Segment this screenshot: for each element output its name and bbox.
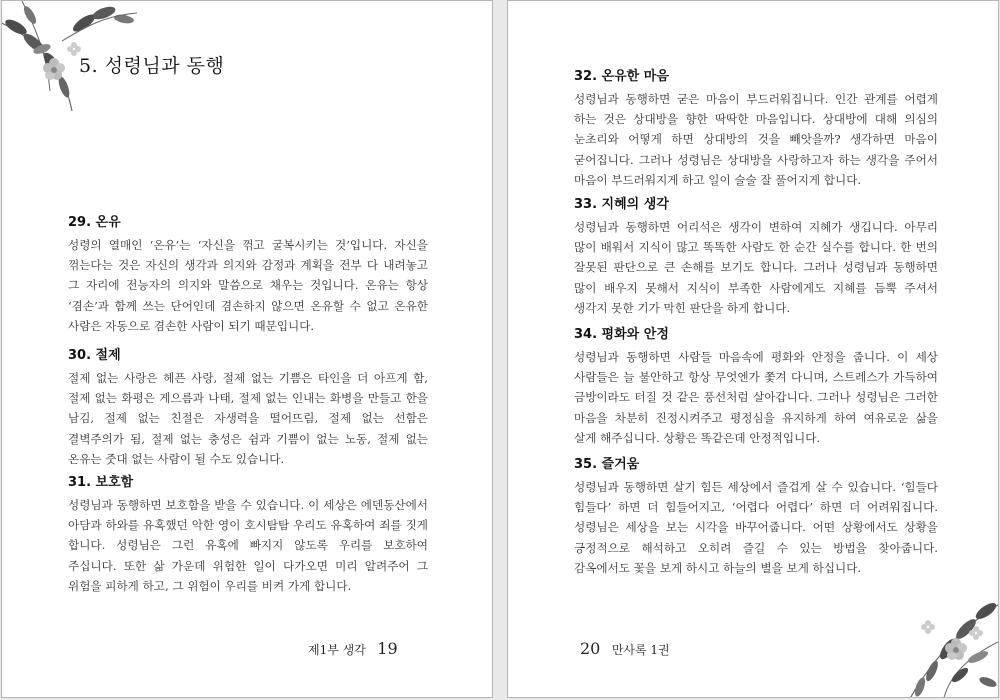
page-footer: [580, 639, 670, 658]
section-29: [68, 211, 428, 336]
section-body: 성령님과 동행하면 사람들 마음속에 평화와 안정을 줍니다. 이 세상 사람들은 늘 불안하고 항상 무엇엔가 쫓겨 다니며, 스트레스가 가득하여 금방이라도 터질 것 같은 풍선처럼 살아갑니다. 그러나 성령님은 그러한 마음을 차분히 진정시켜주고 평정심을 유지하게 하여 여유로운 삶을 살게 해주십니다. 상황은 똑같은데 안정적입니다.: [574, 350, 938, 445]
section-body: 성령의 열매인 ‘온유’는 ‘자신을 꺾고 굴복시키는 것’입니다. 자신을 꺾는다는 것은 자신의 생각과 의지와 감정과 계획을 전부 다 내려놓고 그 자리에 전능자의 의지와 말씀으로 채우는 것입니다. 온유는 항상 ‘겸손’과 함께 쓰는 단어인데 겸손하지 않으면 온유할 수 없고 온유한 사람은 자동으로 겸손한 사람이 되기 때문입니다.: [68, 238, 428, 333]
section-heading: 35. 즐거움: [574, 457, 640, 472]
section-30: [68, 344, 428, 469]
section-heading: 29. 온유: [68, 215, 121, 230]
section-heading: 34. 평화와 안정: [574, 327, 669, 342]
page-number: 20: [580, 639, 601, 658]
footer-label: 만사록 1권: [611, 643, 670, 657]
section-31: [68, 471, 428, 596]
section-33: [574, 193, 938, 318]
section-heading: 33. 지혜의 생각: [574, 197, 669, 212]
section-34: [574, 323, 938, 448]
section-body: 성령님과 동행하면 어리석은 생각이 변하여 지혜가 생깁니다. 아무리 많이 배워서 지식이 많고 똑똑한 사람도 한 순간 실수를 합니다. 한 번의 잘못된 판단으로 큰 손해를 보기도 합니다. 그러나 성령님과 동행하면 많이 배우지 못해서 지식이 부족한 사람에게도 지혜를 듬뿍 주셔서 생각지 못한 기가 막힌 판단을 하게 합니다.: [574, 220, 938, 315]
right-page: [507, 0, 999, 698]
floral-decoration: [848, 587, 998, 697]
page-footer: [308, 639, 398, 658]
section-32: [574, 65, 938, 190]
left-page: [1, 0, 493, 698]
section-body: 성령님과 동행하면 살기 힘든 세상에서 즐겁게 살 수 있습니다. ‘힘들다 힘들다’ 하면 더 힘들어지고, ‘어렵다 어렵다’ 하면 더 어려워집니다. 성령님은 세상을 보는 시각을 바꾸어줍니다. 어떤 상황에서도 상황을 긍정적으로 해석하고 오히려 즐길 수 있는 방법을 찾아줍니다. 감옥에서도 꽃을 보게 하시고 하늘의 별을 보게 하십니다.: [574, 480, 938, 575]
chapter-title: 5. 성령님과 동행: [79, 55, 225, 77]
page-number: 19: [377, 639, 398, 658]
section-body: 성령님과 동행하면 보호함을 받을 수 있습니다. 이 세상은 에덴동산에서 아담과 하와를 유혹했던 악한 영이 호시탐탐 우리도 유혹하여 죄를 짓게 합니다. 성령님은 그런 유혹에 빠지지 않도록 우리를 보호하여 주십니다. 또한 삶 가운데 위험한 일이 다가오면 미리 알려주어 그 위험을 피하게 하고, 그 위험이 우리를 비켜 가게 합니다.: [68, 498, 428, 593]
section-heading: 32. 온유한 마음: [574, 69, 669, 84]
section-heading: 31. 보호함: [68, 475, 134, 490]
section-body: 성령님과 동행하면 굳은 마음이 부드러워집니다. 인간 관계를 어렵게 하는 것은 상대방을 향한 딱딱한 마음입니다. 상대방에 대해 의심의 눈초리와 어떻게 하면 상대방의 것을 빼앗을까? 생각하면 마음이 굳어집니다. 그러나 성령님은 상대방을 사랑하고자 하는 생각을 주어서 마음이 부드러워지게 하고 일이 술술 잘 풀어지게 합니다.: [574, 92, 938, 187]
footer-label: 제1부 생각: [308, 643, 366, 657]
section-35: [574, 453, 938, 578]
section-heading: 30. 절제: [68, 348, 121, 363]
section-body: 절제 없는 사랑은 헤픈 사랑, 절제 없는 기쁨은 타인을 더 아프게 함, 절제 없는 화평은 게으름과 나태, 절제 없는 인내는 화병을 만들고 한을 남김, 절제 없는 친절은 자생력을 떨어뜨림, 절제 없는 선함은 결벽주의가 됨, 절제 없는 충성은 쉼과 기쁨이 없는 노동, 절제 없는 온유는 줏대 없는 사람이 될 수도 있습니다.: [68, 371, 428, 466]
